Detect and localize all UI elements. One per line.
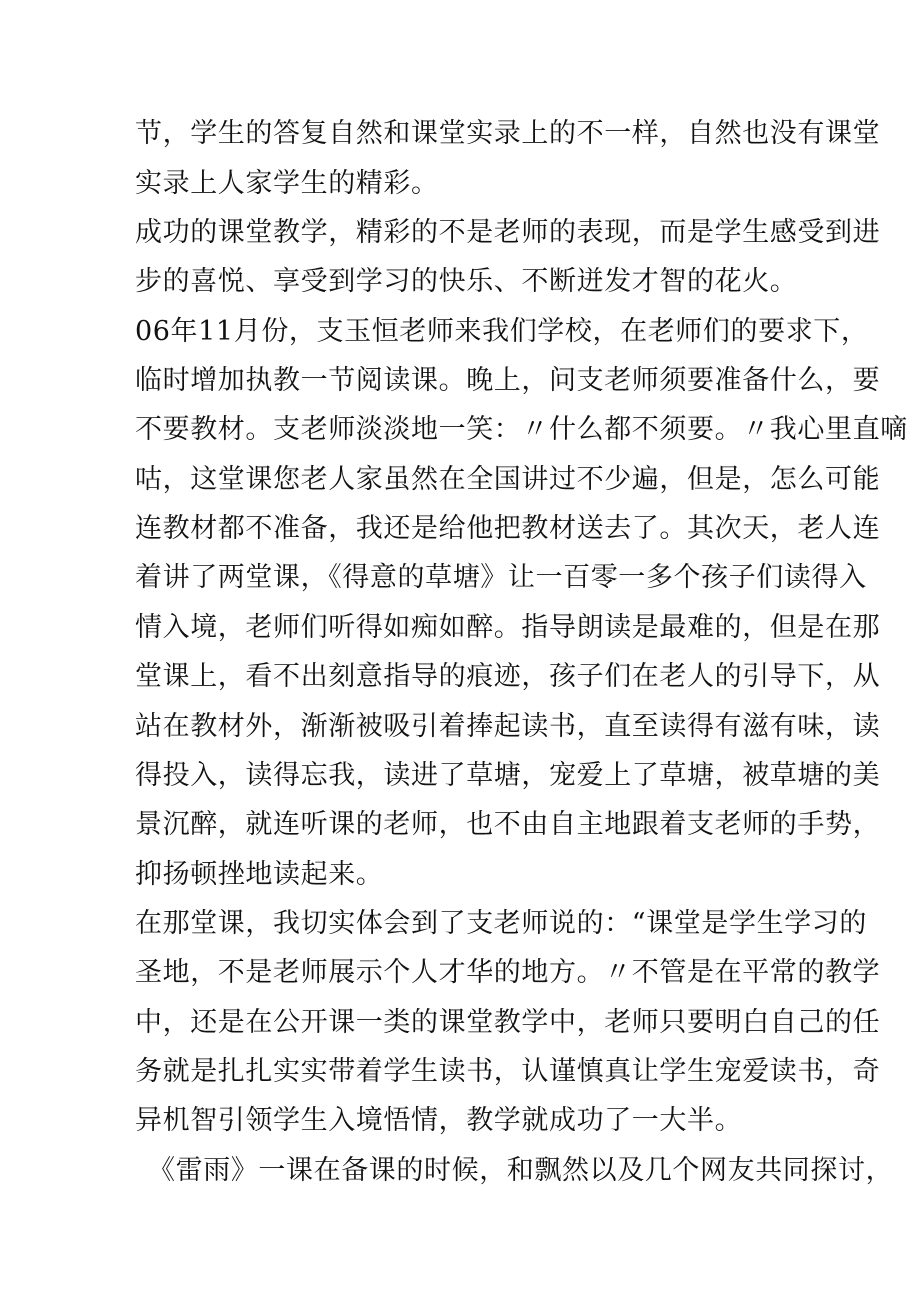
text-line-8: 咕，这堂课您老人家虽然在全国讲过不少遍，但是，怎么可能	[135, 464, 881, 495]
text-line-4: 步的喜悦、享受到学习的快乐、不断迸发才智的花火。	[135, 266, 798, 297]
text-line-16: 抑扬顿挫地读起来。	[135, 859, 384, 890]
text-line-19: 中，还是在公开课一类的课堂教学中，老师只要明白自己的任	[135, 1007, 881, 1038]
text-line-20: 务就是扎扎实实带着学生读书，认谨慎真让学生宠爱读书，奇	[135, 1056, 881, 1087]
text-line-6: 临时增加执教一节阅读课。晚上，问支老师须要准备什么，要	[135, 365, 881, 396]
text-line-10: 着讲了两堂课，《得意的草塘》让一百零一多个孩子们读得入	[135, 562, 867, 593]
text-line-7: 不要教材。支老师淡淡地一笑：〃什么都不须要。〃我心里直嘀	[135, 414, 908, 445]
text-line-11: 情入境，老师们听得如痴如醉。指导朗读是最难的，但是在那	[135, 612, 881, 643]
text-line-14: 得投入，读得忘我，读进了草塘，宠爱上了草塘，被草塘的美	[135, 760, 881, 791]
text-line-18: 圣地，不是老师展示个人才华的地方。〃不管是在平常的教学	[135, 957, 881, 988]
text-line-22: 《雷雨》一课在备课的时候，和飘然以及几个网友共同探讨，	[148, 1155, 894, 1186]
text-line-15: 景沉醉，就连听课的老师，也不由自主地跟着支老师的手势，	[135, 809, 881, 840]
text-line-1: 节，学生的答复自然和课堂实录上的不一样，自然也没有课堂	[135, 118, 881, 149]
text-line-2: 实录上人家学生的精彩。	[135, 168, 439, 199]
text-line-9: 连教材都不准备，我还是给他把教材送去了。其次天，老人连	[135, 513, 881, 544]
text-line-5: 06年11月份，支玉恒老师来我们学校，在老师们的要求下，	[135, 316, 869, 347]
text-line-21: 异机智引领学生入境悟情，教学就成功了一大半。	[135, 1105, 743, 1136]
text-line-13: 站在教材外，渐渐被吸引着捧起读书，直至读得有滋有味，读	[135, 711, 881, 742]
text-line-12: 堂课上，看不出刻意指导的痕迹，孩子们在老人的引导下，从	[135, 661, 881, 692]
text-line-3: 成功的课堂教学，精彩的不是老师的表现，而是学生感受到进	[135, 217, 881, 248]
text-line-17: 在那堂课，我切实体会到了支老师说的：“课堂是学生学习的	[135, 908, 868, 939]
